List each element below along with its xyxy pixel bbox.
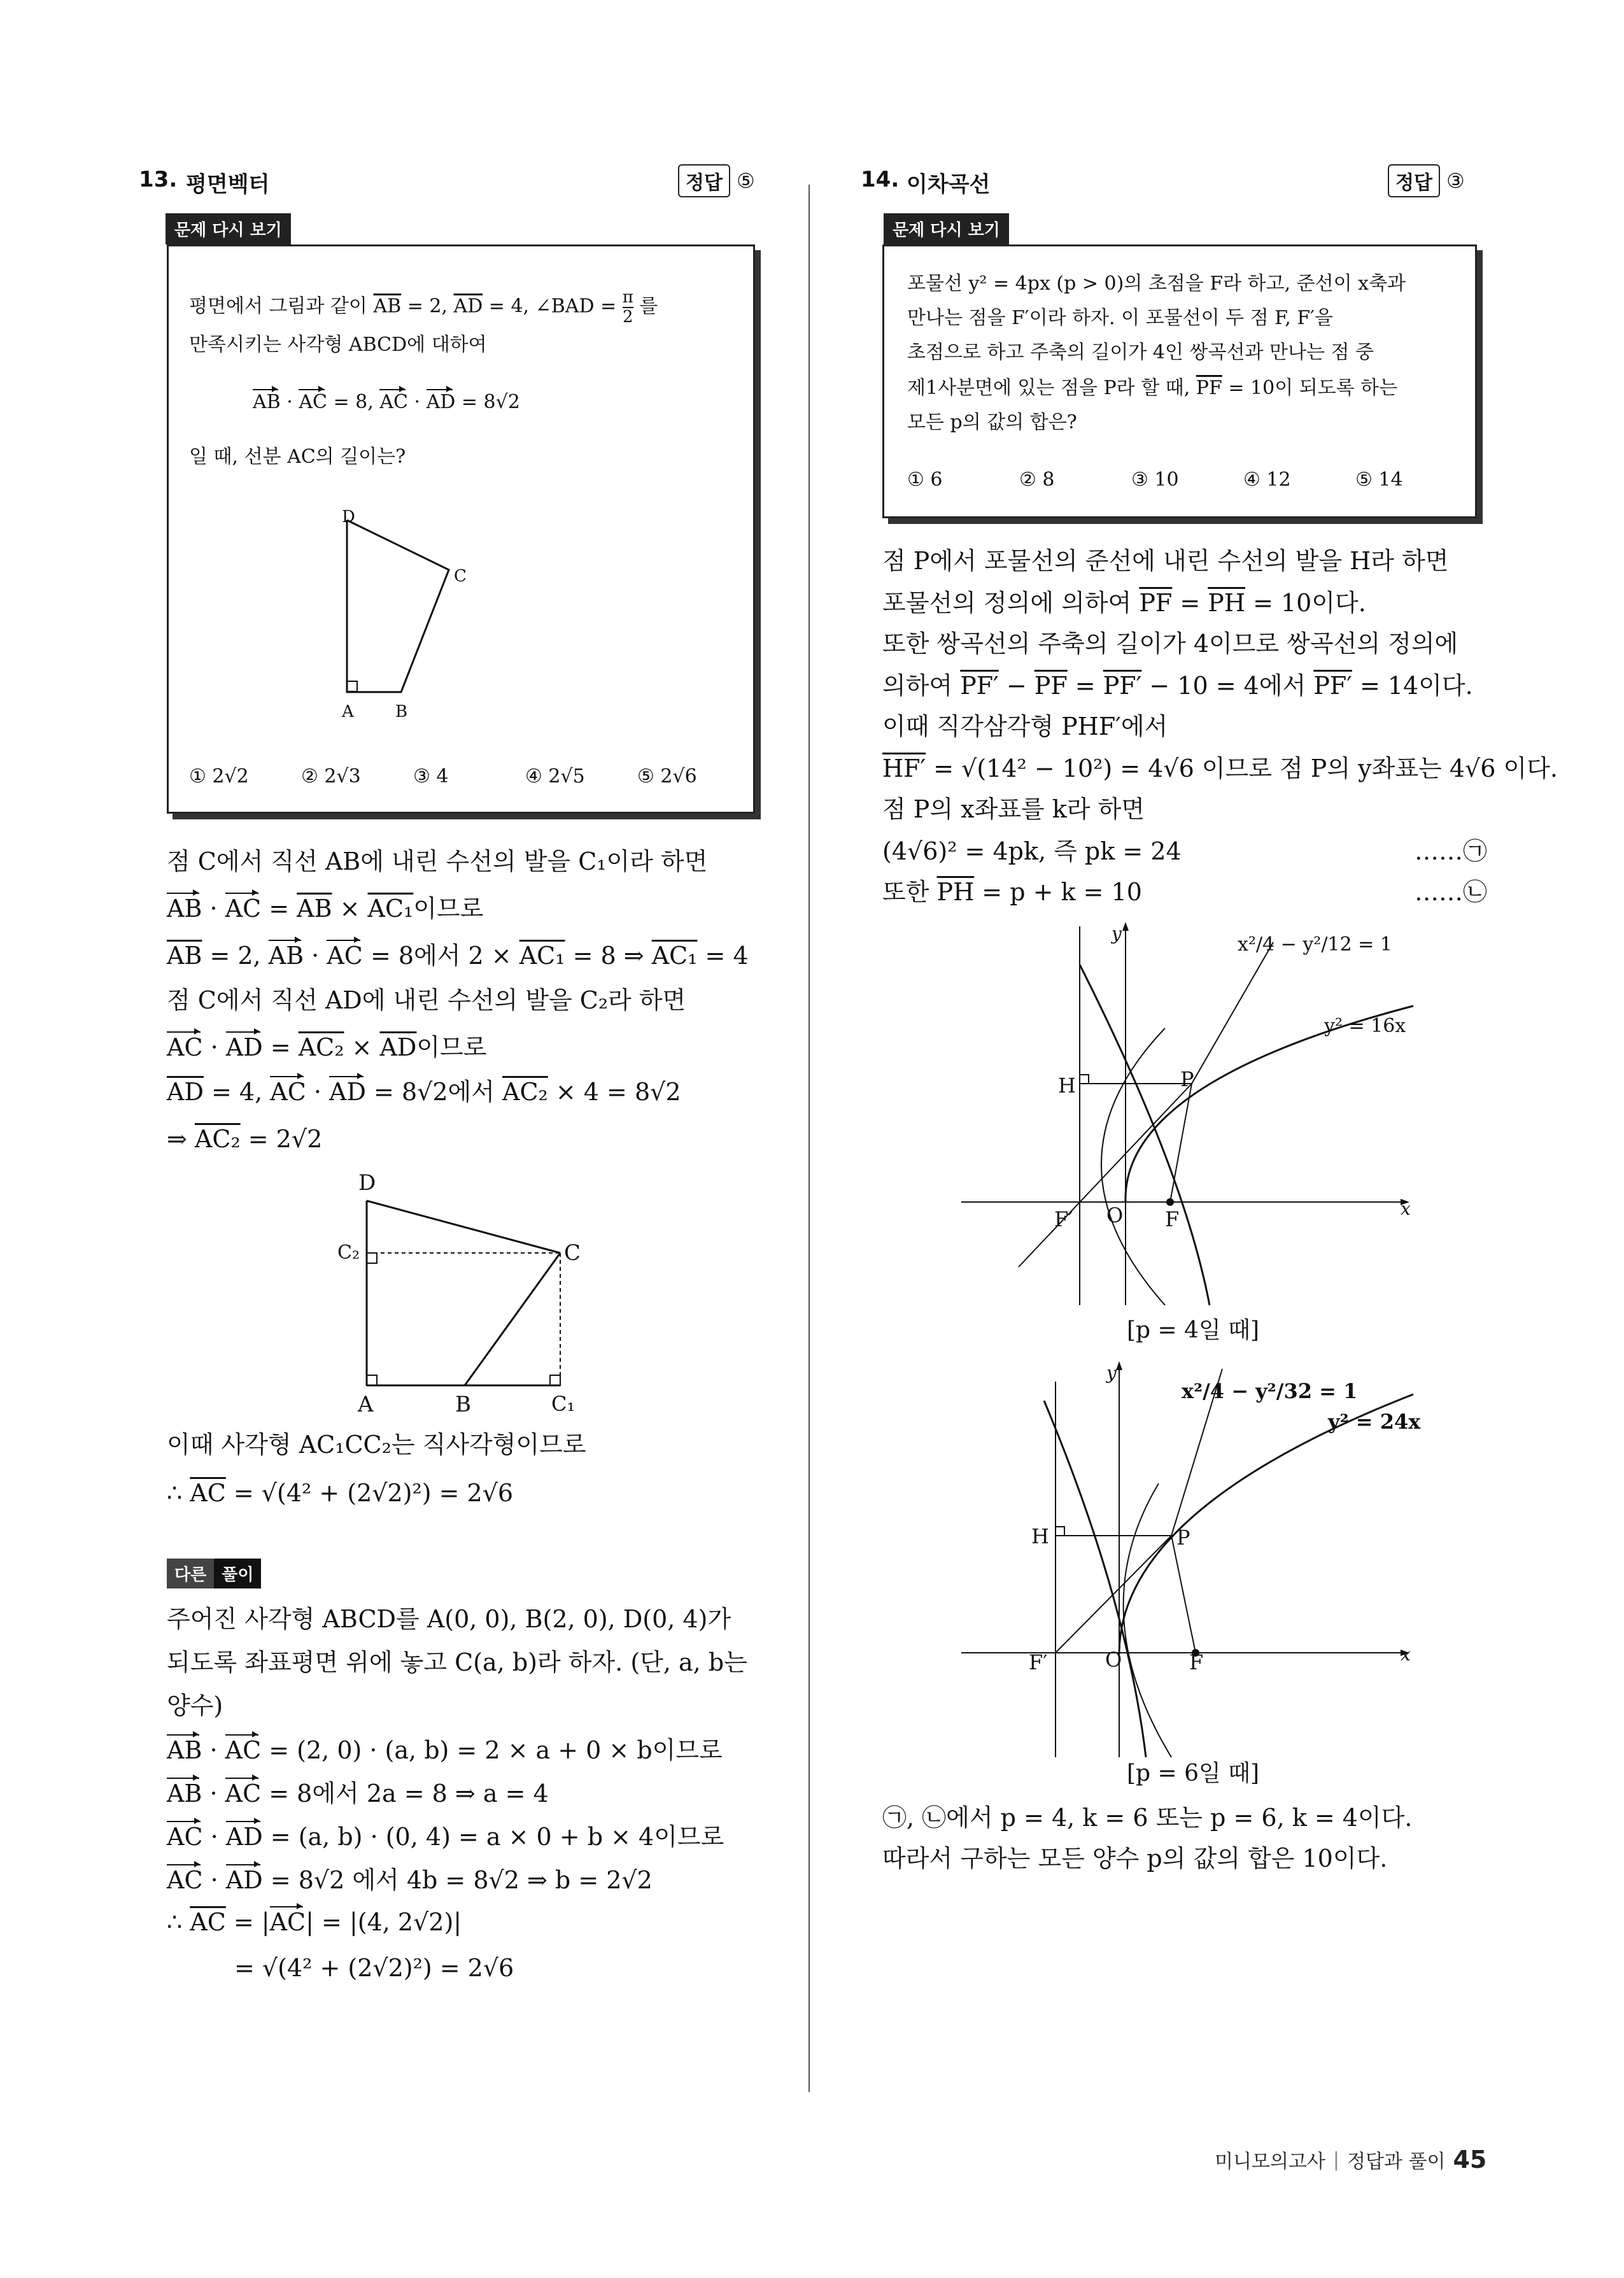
- g2-label-P: P: [1176, 1525, 1190, 1550]
- q13-quadrilateral-figure: [321, 501, 512, 718]
- g2-label-H: H: [1031, 1524, 1049, 1548]
- g2-parabola-label: y² = 24x: [1328, 1410, 1421, 1434]
- q14-choice-1: ① 6: [907, 469, 943, 491]
- g1-x-label: x: [1401, 1198, 1411, 1219]
- q14-problem-line-5: 모든 p의 값의 합은?: [907, 411, 1077, 434]
- sol-fig-label-A: A: [358, 1392, 374, 1417]
- q14-title: 이차곡선: [907, 172, 991, 197]
- q14-answer: [1388, 164, 1465, 197]
- g2-hyperbola-label: x²/4 − y²/32 = 1: [1182, 1379, 1358, 1403]
- q13-sol-line-7: ⇒ AC₂ = 2√2: [167, 1125, 323, 1153]
- g2-label-F1: F′: [1029, 1650, 1048, 1674]
- q13-alt-line-9: = √(4² + (2√2)²) = 2√6: [234, 1954, 514, 1982]
- footer-book: 미니모의고사: [1215, 2151, 1325, 2173]
- q13-alt-line-5: AB · AC = 8에서 2a = 8 ⇒ a = 4: [167, 1779, 549, 1808]
- q14-problem-line-1: 포물선 y² = 4px (p > 0)의 초점을 F라 하고, 준선이 x축과: [907, 272, 1406, 295]
- q13-number: 13.: [139, 167, 178, 192]
- q14-review-tag: 문제 다시 보기: [884, 213, 1009, 244]
- q14-choice-3: ③ 10: [1131, 469, 1179, 491]
- q14-choice-2: ② 8: [1019, 469, 1055, 491]
- q14-sol-line-1: 점 P에서 포물선의 준선에 내린 수선의 발을 H라 하면: [882, 547, 1449, 575]
- sol-fig-label-C: C: [564, 1240, 581, 1266]
- q13-title: 평면벡터: [186, 172, 270, 197]
- q13-sol-line-4: 점 C에서 직선 AD에 내린 수선의 발을 C₂라 하면: [167, 986, 686, 1014]
- q13-solution-figure: [331, 1178, 598, 1420]
- q13-sol-line-1: 점 C에서 직선 AB에 내린 수선의 발을 C₁이라 하면: [167, 847, 708, 875]
- q14-conclusion-1: ㉠, ㉡에서 p = 4, k = 6 또는 p = 6, k = 4이다.: [882, 1804, 1413, 1832]
- g1-y-label: y: [1112, 923, 1122, 944]
- q14-sol-line-4: 의하여 $PF' - \overline{PF} = PF' - 10 = 4$에서 PF′ = 14이다.: [882, 672, 1473, 700]
- q13-alt-line-1: 주어진 사각형 ABCD를 A(0, 0), B(2, 0), D(0, 4)가: [167, 1605, 731, 1633]
- fig-label-A: A: [342, 702, 354, 721]
- q14-graph-p4: [955, 917, 1426, 1312]
- g2-y-label: y: [1106, 1362, 1117, 1383]
- g1-label-F: F: [1165, 1207, 1180, 1231]
- q13-alt-line-7: AC · AD = 8√2 에서 4b = 8√2 ⇒ b = 2√2: [167, 1866, 653, 1894]
- q14-sol-line-9: 또한 $\overline{PH} = p + k = 10$: [882, 878, 1142, 906]
- q14-conclusion-2: 따라서 구하는 모든 양수 p의 값의 합은 10이다.: [882, 1844, 1388, 1872]
- q13-alt-line-3: 양수): [167, 1692, 223, 1720]
- q13-problem-box: [167, 244, 755, 814]
- answer-value: ③: [1446, 169, 1465, 193]
- q13-review-tag: 문제 다시 보기: [166, 213, 291, 244]
- q14-problem-box: [882, 244, 1477, 518]
- g2-label-O: O: [1105, 1648, 1122, 1672]
- g2-caption: [p = 6일 때]: [1127, 1760, 1260, 1786]
- q13-sol-line-5: AC · AD = $AC_2 \times \overline{AD}$이므로: [167, 1033, 487, 1061]
- q14-problem-line-3: 초점으로 하고 주축의 길이가 4인 쌍곡선과 만나는 점 중: [907, 341, 1374, 364]
- footer-page-number: 45: [1453, 2146, 1487, 2174]
- g1-parabola-label: y² = 16x: [1324, 1015, 1406, 1037]
- g2-x-label: x: [1401, 1644, 1411, 1665]
- sol-fig-label-C1: C₁: [551, 1392, 575, 1416]
- g1-hyperbola-label: x²/4 − y²/12 = 1: [1238, 933, 1392, 956]
- q13-choice-5: ⑤ 2√6: [637, 765, 697, 788]
- alt-tag-a: 다른: [167, 1559, 214, 1588]
- q14-mark-1: ……㉠: [1415, 837, 1488, 865]
- q13-alt-tag: [167, 1559, 261, 1588]
- q13-after-line-1: 이때 사각형 AC₁CC₂는 직사각형이므로: [167, 1431, 586, 1459]
- column-divider: [808, 185, 810, 2092]
- q13-choice-3: ③ 4: [413, 765, 449, 788]
- g1-label-P: P: [1180, 1067, 1194, 1091]
- q13-choice-4: ④ 2√5: [525, 765, 585, 788]
- q13-answer: [678, 164, 755, 197]
- fig-label-C: C: [454, 567, 467, 586]
- q14-number: 14.: [861, 167, 900, 192]
- q14-choice-5: ⑤ 14: [1355, 469, 1403, 491]
- q13-alt-line-2: 되도록 좌표평면 위에 놓고 C(a, b)라 하자. (단, a, b는: [167, 1648, 747, 1676]
- answer-label: 정답: [678, 164, 730, 197]
- q13-problem-line-2: 만족시키는 사각형 ABCD에 대하여: [189, 334, 487, 356]
- q13-alt-line-8: ∴ $\overline{AC} = |AC| = |(4$, 2√2)|: [167, 1908, 462, 1936]
- q13-after-line-2: ∴ $\overline{AC} = √(4^2 + (2√2)^2) = 2√6$: [167, 1479, 514, 1507]
- q14-sol-line-3: 또한 쌍곡선의 주축의 길이가 4이므로 쌍곡선의 정의에: [882, 630, 1458, 658]
- answer-label: 정답: [1388, 164, 1440, 197]
- g1-label-F1: F′: [1054, 1207, 1073, 1231]
- g1-label-O: O: [1106, 1203, 1124, 1227]
- q14-mark-2: ……㉡: [1415, 878, 1488, 906]
- q14-sol-line-2: 포물선의 정의에 의하여 $\overline{PF} = \overline{PH} = 10$이다.: [882, 589, 1366, 617]
- q13-sol-line-3: $\overline{AB} = 2$, AB · AC = 8에서 2 × AC₁ = 8 ⇒ AC₁ = 4: [167, 942, 749, 970]
- page-footer: 미니모의고사 | 정답과 풀이 45: [1215, 2146, 1487, 2174]
- sol-fig-label-D: D: [358, 1170, 376, 1196]
- q14-sol-line-5: 이때 직각삼각형 PHF′에서: [882, 712, 1168, 740]
- q13-problem-line-1: 평면에서 그림과 같이 $\overline{AB} = 2$, $\overline{AD} = 4$, ∠BAD = $\frac{\pi}{2}$ 를: [189, 288, 658, 327]
- q13-choice-2: ② 2√3: [301, 765, 361, 788]
- fig-label-D: D: [342, 507, 355, 527]
- q13-sol-line-6: $\overline{AD} = 4$, AC · AD = 8√2에서 AC₂ × 4 = 8√2: [167, 1078, 681, 1106]
- q14-problem-line-4: 제1사분면에 있는 점을 P라 할 때, $\overline{PF} = 10$이 되도록 하는: [907, 377, 1398, 399]
- q13-sol-line-2: AB · AC = $\overline{AB} \times AC_1$이므로: [167, 895, 484, 923]
- q13-alt-line-4: AB · AC = (2, 0) · (a, b) = 2 × a + 0 × b이므로: [167, 1736, 723, 1764]
- sol-fig-label-C2: C₂: [337, 1242, 360, 1264]
- q14-sol-line-8: (4√6)² = 4pk, 즉 pk = 24: [882, 837, 1182, 865]
- q13-problem-line-3: AB · AC = 8, AC · AD = 8√2: [253, 391, 520, 413]
- q13-problem-line-4: 일 때, 선분 AC의 길이는?: [189, 446, 406, 468]
- g2-label-F: F: [1189, 1650, 1204, 1674]
- footer-section: 정답과 풀이: [1347, 2151, 1446, 2173]
- q14-sol-line-7: 점 P의 x좌표를 k라 하면: [882, 795, 1145, 823]
- q13-choice-1: ① 2√2: [189, 765, 249, 788]
- g1-label-H: H: [1058, 1073, 1076, 1098]
- answer-value: ⑤: [736, 169, 755, 193]
- fig-label-B: B: [395, 702, 408, 721]
- q14-choice-4: ④ 12: [1243, 469, 1291, 491]
- q13-alt-line-6: AC · AD = (a, b) · (0, 4) = a × 0 + b × 4이므로: [167, 1823, 724, 1851]
- q14-problem-line-2: 만나는 점을 F′이라 하자. 이 포물선이 두 점 F, F′을: [907, 307, 1333, 329]
- q14-sol-line-6: HF′ = √(14² − 10²) = 4√6 이므로 점 P의 y좌표는 4√6 이다.: [882, 754, 1558, 782]
- sol-fig-label-B: B: [455, 1392, 471, 1417]
- alt-tag-b: 풀이: [214, 1559, 261, 1588]
- g1-caption: [p = 4일 때]: [1127, 1317, 1260, 1343]
